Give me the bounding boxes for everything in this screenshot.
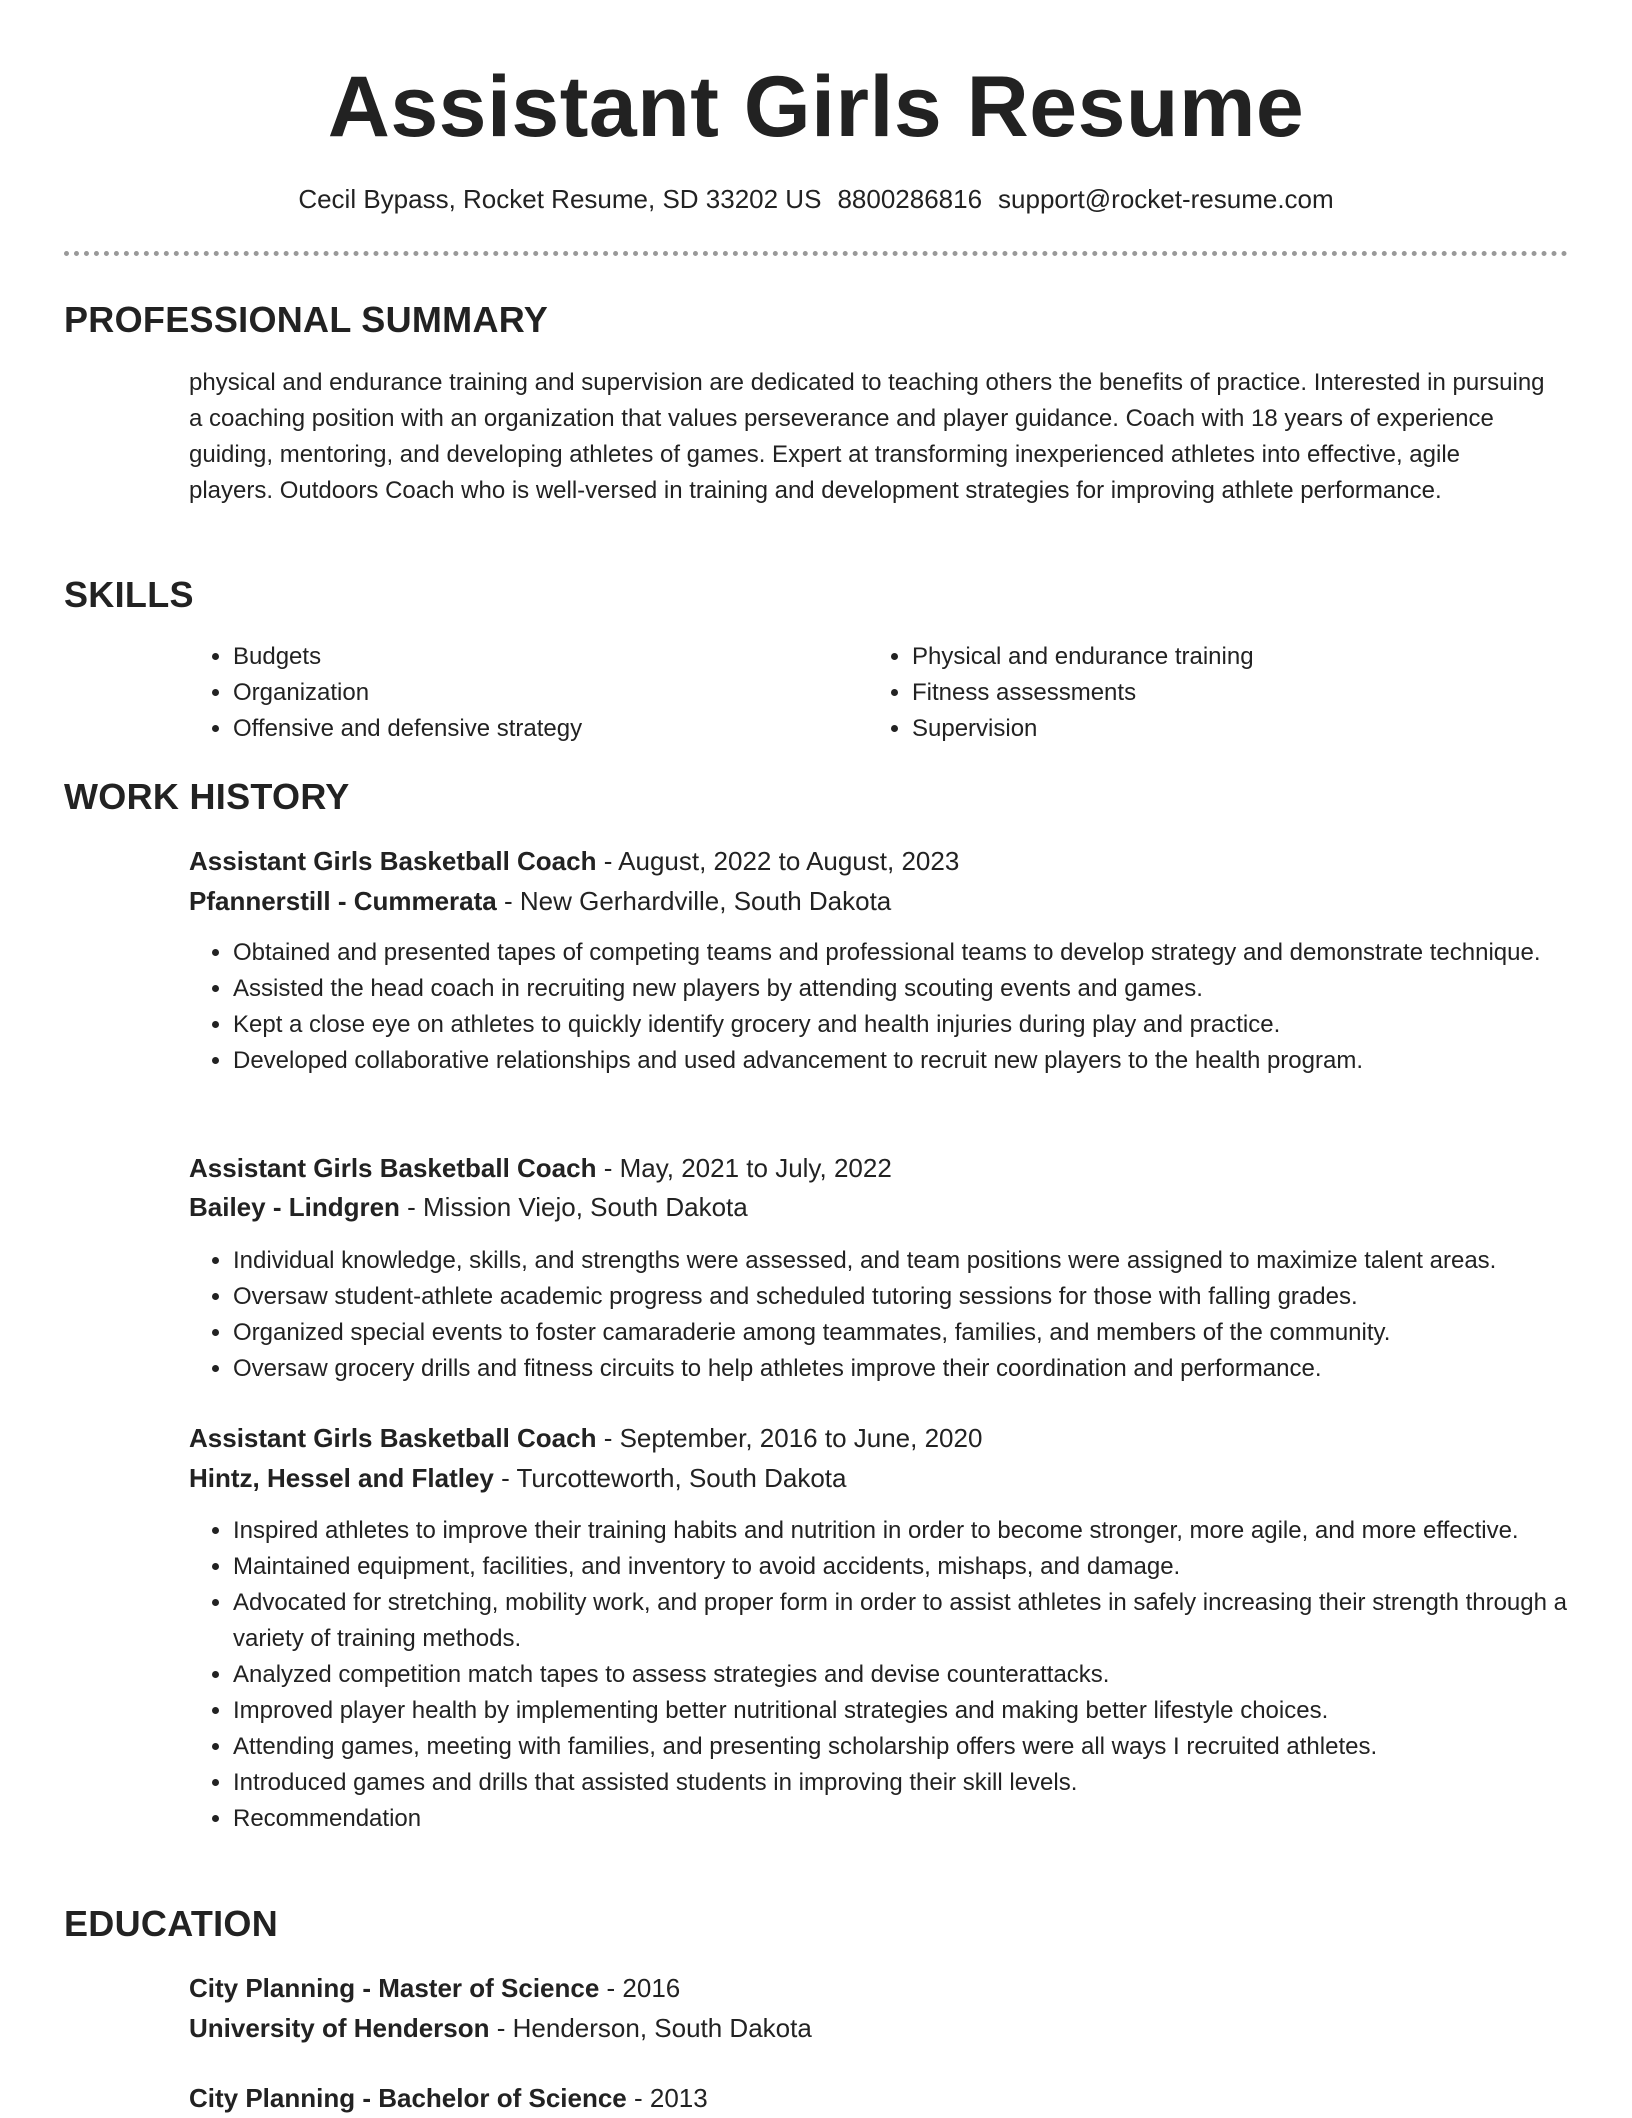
education-degree: City Planning - Master of Science (189, 1973, 600, 2003)
skill-item: • Fitness assessments (912, 675, 1512, 711)
job-bullet: • Inspired athletes to improve their training habits and nutrition in order to become stronger, more agile, and more effective. (233, 1513, 1593, 1549)
job-bullet: • Attending games, meeting with families, and presenting scholarship offers were all ways I recruited athletes. (233, 1729, 1593, 1765)
resume-title: Assistant Girls Resume (327, 59, 1305, 155)
education-degree-line (189, 1968, 1549, 2008)
job-bullet: • Kept a close eye on athletes to quickly identify grocery and health injuries during play and practice. (233, 1007, 1593, 1043)
work-heading: WORK HISTORY (64, 776, 350, 817)
education-location: - Henderson, South Dakota (489, 2013, 812, 2043)
education-school: University of Henderson (189, 2013, 490, 2043)
job-company-line (189, 1458, 1549, 1498)
job-bullet: • Obtained and presented tapes of competing teams and professional teams to develop strategy and demonstrate technique. (233, 935, 1593, 971)
job-bullet: • Recommendation (233, 1801, 1593, 1837)
job-bullet: • Introduced games and drills that assisted students in improving their skill levels. (233, 1765, 1593, 1801)
job-dates: - September, 2016 to June, 2020 (596, 1423, 983, 1453)
job-bullet: • Maintained equipment, facilities, and inventory to avoid accidents, mishaps, and damage. (233, 1549, 1593, 1585)
job-bullet: • Oversaw student-athlete academic progress and scheduled tutoring sessions for those with falling grades. (233, 1279, 1613, 1315)
education-year: - 2016 (599, 1973, 681, 2003)
job-dates: - August, 2022 to August, 2023 (596, 846, 960, 876)
education-year: - 2013 (626, 2083, 708, 2113)
skill-item: • Budgets (233, 639, 833, 675)
skill-item: • Organization (233, 675, 833, 711)
job-bullet: • Oversaw grocery drills and fitness circuits to help athletes improve their coordination and performance. (233, 1351, 1613, 1387)
contact-line (0, 181, 1632, 217)
contact-phone: 8800286816 (837, 184, 983, 214)
education-degree: City Planning - Bachelor of Science (189, 2083, 627, 2113)
education-degree-line (189, 2078, 1549, 2118)
job-bullets (189, 1513, 1593, 1837)
header-divider (64, 251, 1568, 256)
job-title: Assistant Girls Basketball Coach (189, 1423, 597, 1453)
job-bullet: • Advocated for stretching, mobility work, and proper form in order to assist athletes in safely increasing their strength through a variety of training methods. (233, 1585, 1593, 1657)
summary-text: physical and endurance training and supervision are dedicated to teaching others the benefits of practice. Interested in pursuing a coaching position with an organization that values perseverance and player guidance. Coach with 18 years of experience guiding, mentoring, and developing athletes of games. Expert at transforming inexperienced athletes into effective, agile players. Outdoors Coach who is well-versed in training and development strategies for improving athlete performance. (189, 369, 1545, 504)
contact-email: support@rocket-resume.com (998, 184, 1334, 214)
job-bullets (189, 1243, 1613, 1387)
job-bullet: • Improved player health by implementing better nutritional strategies and making better lifestyle choices. (233, 1693, 1593, 1729)
job-bullet: • Analyzed competition match tapes to assess strategies and devise counterattacks. (233, 1657, 1593, 1693)
job-company: Bailey - Lindgren (189, 1192, 400, 1222)
job-title: Assistant Girls Basketball Coach (189, 846, 597, 876)
education-school-line (189, 2008, 1549, 2048)
contact-address: Cecil Bypass, Rocket Resume, SD 33202 US (298, 184, 822, 214)
skills-list-left (189, 639, 833, 747)
job-company-line (189, 1187, 1549, 1227)
job-company: Pfannerstill - Cummerata (189, 886, 497, 916)
job-location: - Turcotteworth, South Dakota (493, 1463, 847, 1493)
skills-heading: SKILLS (64, 574, 194, 615)
job-title-line (189, 1148, 1549, 1188)
job-bullet: • Individual knowledge, skills, and strengths were assessed, and team positions were assigned to maximize talent areas. (233, 1243, 1613, 1279)
job-bullet: • Organized special events to foster camaraderie among teammates, families, and members of the community. (233, 1315, 1613, 1351)
job-company: Hintz, Hessel and Flatley (189, 1463, 494, 1493)
job-company-line (189, 881, 1549, 921)
job-bullet: • Assisted the head coach in recruiting new players by attending scouting events and games. (233, 971, 1593, 1007)
job-title: Assistant Girls Basketball Coach (189, 1153, 597, 1183)
education-heading: EDUCATION (64, 1903, 279, 1944)
job-title-line (189, 1418, 1549, 1458)
job-dates: - May, 2021 to July, 2022 (596, 1153, 892, 1183)
skills-list-right (868, 639, 1512, 747)
job-title-line (189, 841, 1549, 881)
skill-item: • Physical and endurance training (912, 639, 1512, 675)
job-location: - New Gerhardville, South Dakota (496, 886, 892, 916)
skill-item: • Supervision (912, 711, 1512, 747)
skill-item: • Offensive and defensive strategy (233, 711, 833, 747)
job-location: - Mission Viejo, South Dakota (399, 1192, 748, 1222)
job-bullets (189, 935, 1593, 1079)
summary-heading: PROFESSIONAL SUMMARY (64, 299, 549, 340)
job-bullet: • Developed collaborative relationships and used advancement to recruit new players to the health program. (233, 1043, 1593, 1079)
